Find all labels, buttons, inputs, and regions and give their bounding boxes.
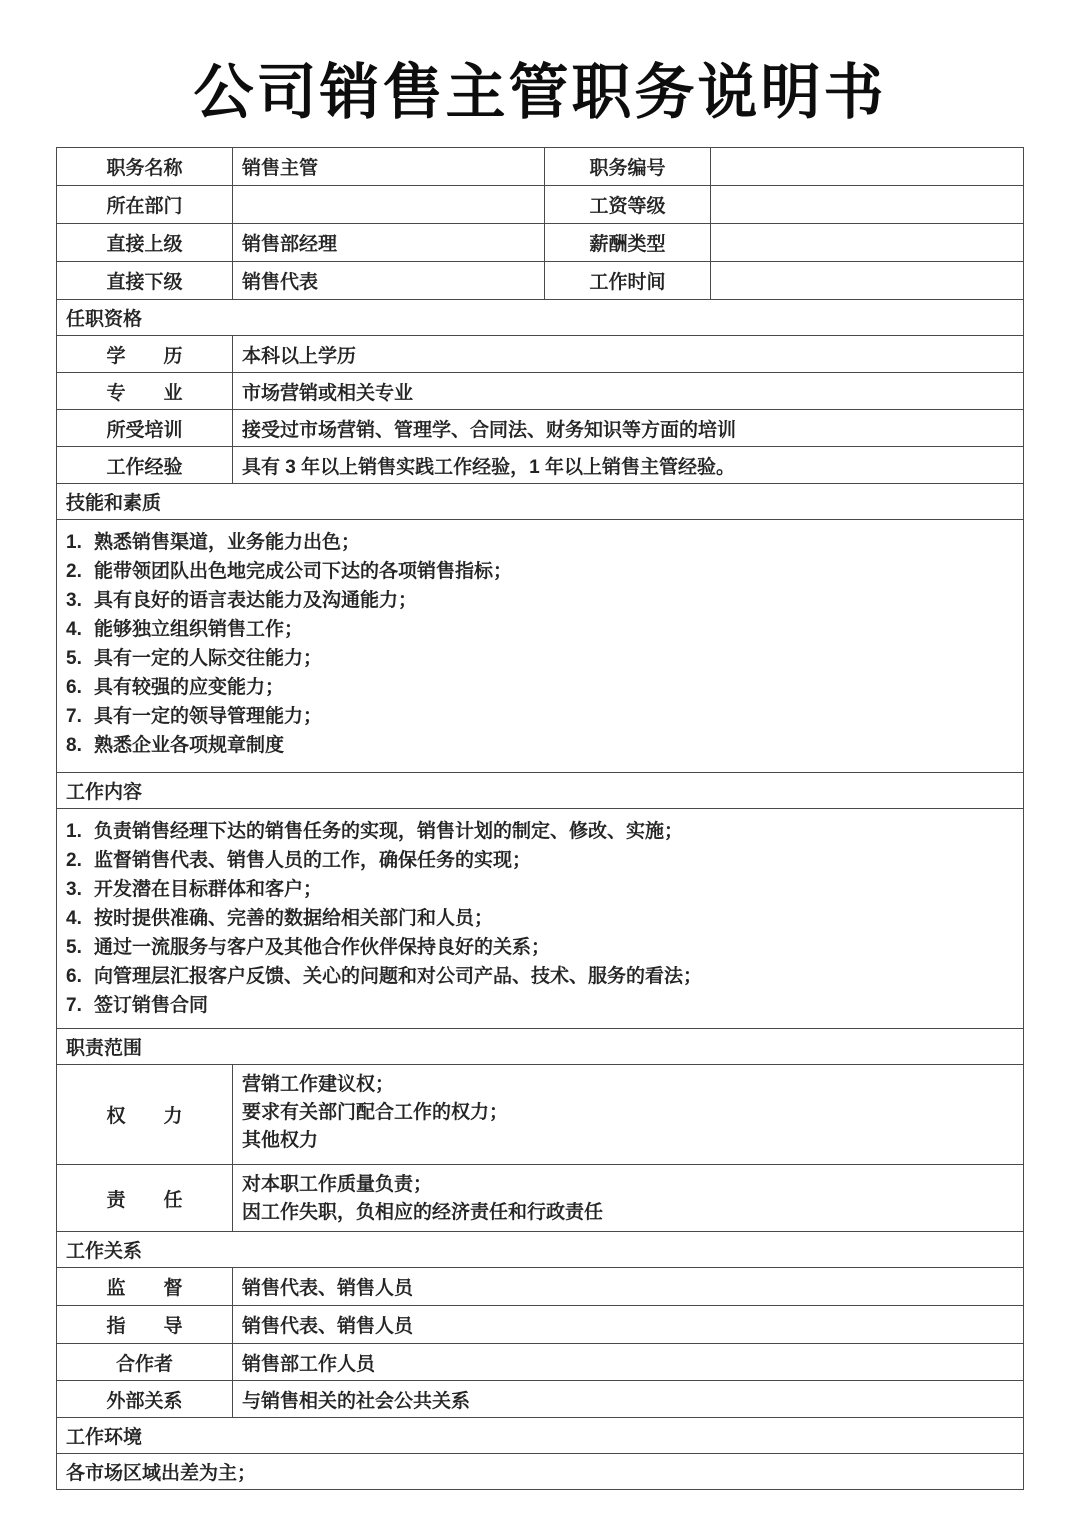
field-label: 监 督 — [57, 1268, 233, 1306]
field-label: 所在部门 — [57, 186, 233, 224]
list-item — [66, 817, 1014, 846]
field-label: 外部关系 — [57, 1381, 233, 1418]
list-item-text: 监督销售代表、销售人员的工作，确保任务的实现； — [94, 850, 532, 871]
field-value: 销售代表、销售人员 — [233, 1268, 1024, 1306]
field-value: 销售代表 — [233, 262, 545, 300]
field-label: 工资等级 — [545, 186, 711, 224]
list-item-text: 负责销售经理下达的销售任务的实现，销售计划的制定、修改、实施； — [94, 821, 684, 842]
field-value: 各市场区域出差为主； — [57, 1454, 1024, 1490]
section-header: 技能和素质 — [57, 484, 1024, 520]
list-item — [66, 557, 1014, 586]
list-item — [66, 586, 1014, 615]
field-value: 销售主管 — [233, 148, 545, 186]
field-value — [233, 1165, 1024, 1232]
list-item-number: 5. — [66, 937, 82, 958]
list-item — [66, 846, 1014, 875]
field-value: 销售部经理 — [233, 224, 545, 262]
list-item-text: 通过一流服务与客户及其他合作伙伴保持良好的关系； — [94, 937, 551, 958]
section-header-row — [57, 1029, 1024, 1065]
job-description-table — [56, 147, 1024, 1490]
list-item-text: 向管理层汇报客户反馈、关心的问题和对公司产品、技术、服务的看法； — [94, 966, 703, 987]
section-header-row — [57, 773, 1024, 809]
basic-info-row — [57, 148, 1024, 186]
list-item-number: 4. — [66, 908, 82, 929]
field-label: 责 任 — [57, 1165, 233, 1232]
value-line: 要求有关部门配合工作的权力； — [242, 1102, 509, 1123]
list-item — [66, 702, 1014, 731]
field-value: 销售代表、销售人员 — [233, 1306, 1024, 1344]
value-line: 营销工作建议权； — [242, 1074, 395, 1095]
field-value: 销售部工作人员 — [233, 1344, 1024, 1381]
list-item-text: 具有良好的语言表达能力及沟通能力； — [94, 590, 418, 611]
field-label: 职务编号 — [545, 148, 711, 186]
skills-content-row — [57, 520, 1024, 773]
section-header-row — [57, 1418, 1024, 1454]
list-item-number: 3. — [66, 590, 82, 611]
basic-info-row — [57, 186, 1024, 224]
field-label: 工作经验 — [57, 447, 233, 484]
list-item-number: 2. — [66, 561, 82, 582]
field-label: 直接下级 — [57, 262, 233, 300]
duties-content-row — [57, 809, 1024, 1029]
list-item-text: 具有一定的人际交往能力； — [94, 648, 323, 669]
field-value — [711, 148, 1024, 186]
list-item-number: 5. — [66, 648, 82, 669]
qualification-row — [57, 447, 1024, 484]
field-value — [711, 224, 1024, 262]
field-label: 指 导 — [57, 1306, 233, 1344]
list-item — [66, 875, 1014, 904]
field-label: 职务名称 — [57, 148, 233, 186]
section-header: 工作关系 — [57, 1232, 1024, 1268]
section-header-row — [57, 300, 1024, 336]
field-label: 直接上级 — [57, 224, 233, 262]
value-line: 因工作失职，负相应的经济责任和行政责任 — [242, 1202, 604, 1223]
list-item-number: 4. — [66, 619, 82, 640]
list-item-number: 6. — [66, 677, 82, 698]
field-label: 所受培训 — [57, 410, 233, 447]
list-item-text: 按时提供准确、完善的数据给相关部门和人员； — [94, 908, 494, 929]
field-value — [233, 1065, 1024, 1165]
list-item — [66, 673, 1014, 702]
list-item-number: 7. — [66, 995, 82, 1016]
relation-row — [57, 1268, 1024, 1306]
field-value: 本科以上学历 — [233, 336, 1024, 373]
section-header-row — [57, 484, 1024, 520]
field-label: 学 历 — [57, 336, 233, 373]
field-value — [233, 186, 545, 224]
relation-row — [57, 1306, 1024, 1344]
field-label: 权 力 — [57, 1065, 233, 1165]
field-value — [711, 262, 1024, 300]
field-value: 接受过市场营销、管理学、合同法、财务知识等方面的培训 — [233, 410, 1024, 447]
list-item-text: 熟悉销售渠道，业务能力出色； — [94, 532, 361, 553]
field-label: 合作者 — [57, 1344, 233, 1381]
list-item-number: 7. — [66, 706, 82, 727]
list-item — [66, 962, 1014, 991]
value-line: 对本职工作质量负责； — [242, 1174, 433, 1195]
responsibility-row — [57, 1165, 1024, 1232]
field-value: 与销售相关的社会公共关系 — [233, 1381, 1024, 1418]
list-item — [66, 991, 1014, 1020]
section-header: 工作环境 — [57, 1418, 1024, 1454]
field-label: 工作时间 — [545, 262, 711, 300]
section-header: 任职资格 — [57, 300, 1024, 336]
list-item-number: 6. — [66, 966, 82, 987]
basic-info-row — [57, 224, 1024, 262]
field-value: 市场营销或相关专业 — [233, 373, 1024, 410]
qualification-row — [57, 410, 1024, 447]
list-item — [66, 528, 1014, 557]
environment-row — [57, 1454, 1024, 1490]
list-item-number: 2. — [66, 850, 82, 871]
list-item-number: 3. — [66, 879, 82, 900]
qualification-row — [57, 373, 1024, 410]
qualification-row — [57, 336, 1024, 373]
list-item-number: 1. — [66, 532, 82, 553]
field-label: 薪酬类型 — [545, 224, 711, 262]
list-item-text: 熟悉企业各项规章制度 — [94, 735, 285, 756]
relation-row — [57, 1381, 1024, 1418]
section-header: 职责范围 — [57, 1029, 1024, 1065]
field-label: 专 业 — [57, 373, 233, 410]
list-item-text: 签订销售合同 — [94, 995, 209, 1016]
list-item — [66, 904, 1014, 933]
list-item-text: 具有较强的应变能力； — [94, 677, 285, 698]
list-item-number: 8. — [66, 735, 82, 756]
list-item — [66, 644, 1014, 673]
page-title: 公司销售主管职务说明书 — [193, 59, 887, 126]
section-header: 工作内容 — [57, 773, 1024, 809]
power-row — [57, 1065, 1024, 1165]
list-item — [66, 615, 1014, 644]
field-value — [711, 186, 1024, 224]
value-line: 其他权力 — [242, 1130, 319, 1151]
list-item-text: 能带领团队出色地完成公司下达的各项销售指标； — [94, 561, 513, 582]
list-item-text: 能够独立组织销售工作； — [94, 619, 304, 640]
list-item — [66, 933, 1014, 962]
section-header-row — [57, 1232, 1024, 1268]
list-item — [66, 731, 1014, 760]
skills-list — [57, 520, 1024, 773]
basic-info-row — [57, 262, 1024, 300]
field-value: 具有 3 年以上销售实践工作经验，1 年以上销售主管经验。 — [233, 447, 1024, 484]
relation-row — [57, 1344, 1024, 1381]
list-item-text: 具有一定的领导管理能力； — [94, 706, 323, 727]
list-item-number: 1. — [66, 821, 82, 842]
list-item-text: 开发潜在目标群体和客户； — [94, 879, 323, 900]
duties-list — [57, 809, 1024, 1029]
